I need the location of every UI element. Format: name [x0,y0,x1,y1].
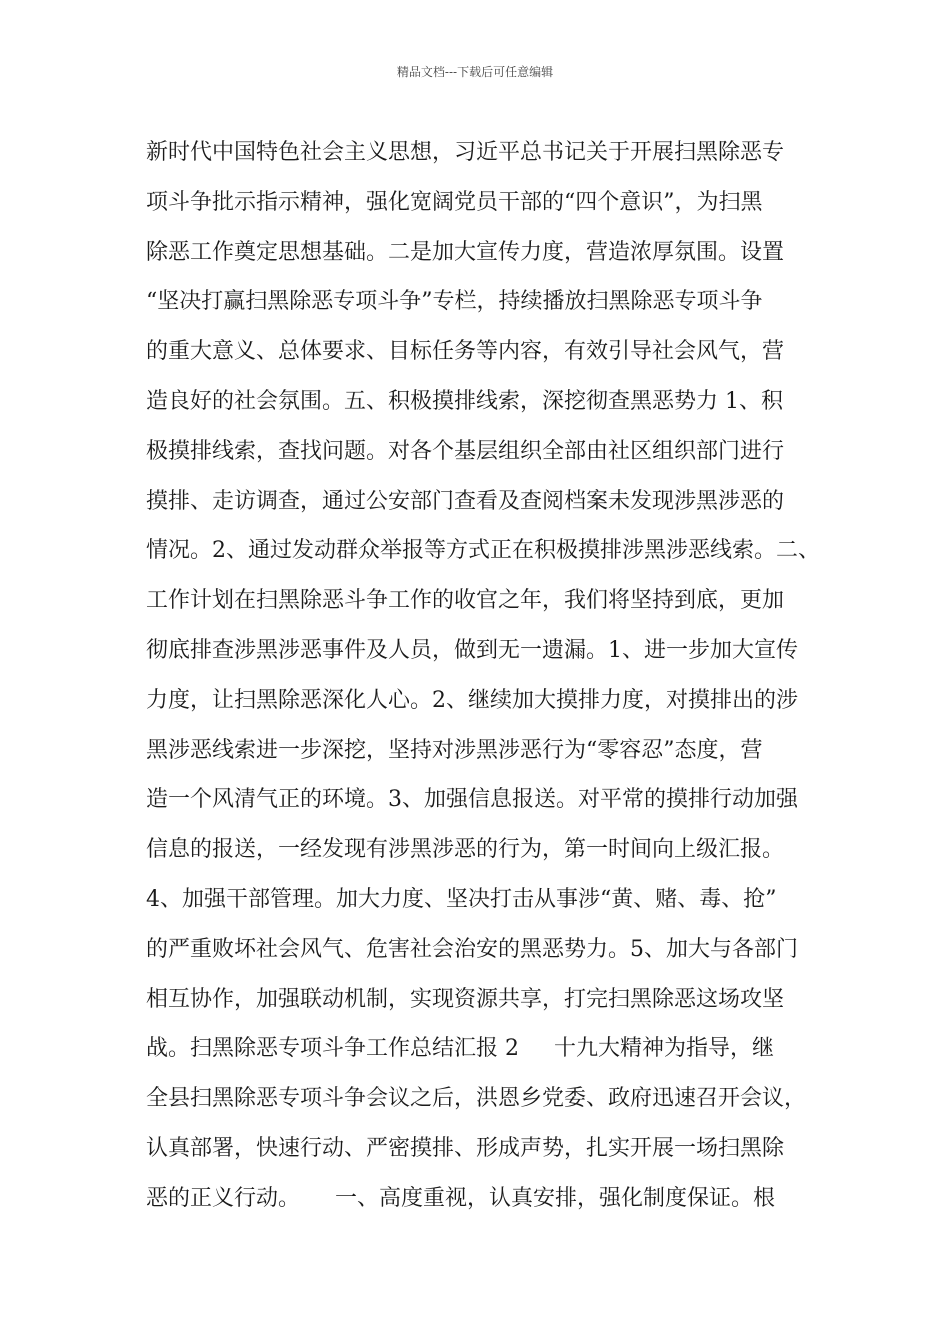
text-line: 工作计划在扫黑除恶斗争工作的收官之年，我们将坚持到底，更加 [146,588,785,614]
text-line: 4、加强干部管理。加大力度、坚决打击从事涉“黄、赌、毒、抢” [146,886,777,912]
text-line: 信息的报送，一经发现有涉黑涉恶的行为，第一时间向上级汇报。 [146,837,785,863]
text-line: 造良好的社会氛围。五、积极摸排线索，深挖彻查黑恶势力 1、积 [146,388,783,414]
text-line: 情况。2、通过发动群众举报等方式正在积极摸排涉黑涉恶线索。二、 [146,538,820,564]
text-line: 的严重败坏社会风气、危害社会治安的黑恶势力。5、加大与各部门 [146,936,798,962]
page-header: 精品文档---下载后可任意编辑 [396,65,554,79]
body-text [146,128,820,1224]
text-line: 项斗争批示指示精神，强化宽阔党员干部的“四个意识”，为扫黑 [146,189,763,215]
text-line: 除恶工作奠定思想基础。二是加大宣传力度，营造浓厚氛围。设置 [146,239,785,265]
text-line: “坚决打赢扫黑除恶专项斗争”专栏，持续播放扫黑除恶专项斗争 [146,289,763,315]
text-line: 全县扫黑除恶专项斗争会议之后，洪恩乡党委、政府迅速召开会议， [146,1086,807,1112]
text-line: 相互协作，加强联动机制，实现资源共享，打完扫黑除恶这场攻坚 [146,986,785,1012]
text-line: 造一个风清气正的环境。3、加强信息报送。对平常的摸排行动加强 [146,787,798,813]
text-line: 恶的正义行动。 一、高度重视，认真安排，强化制度保证。根 [146,1185,775,1211]
text-line: 新时代中国特色社会主义思想，习近平总书记关于开展扫黑除恶专 [146,140,785,165]
text-line: 摸排、走访调查，通过公安部门查看及查阅档案未发现涉黑涉恶的 [146,488,785,514]
text-line: 极摸排线索，查找问题。对各个基层组织全部由社区组织部门进行 [146,438,785,464]
text-line: 黑涉恶线索进一步深挖，坚持对涉黑涉恶行为“零容忍”态度，营 [146,737,763,763]
text-line: 的重大意义、总体要求、目标任务等内容，有效引导社会风气，营 [146,339,785,365]
text-line: 认真部署，快速行动、严密摸排、形成声势，扎实开展一场扫黑除 [146,1135,785,1161]
text-line: 彻底排查涉黑涉恶事件及人员，做到无一遗漏。1、进一步加大宣传 [146,637,798,663]
text-line: 战。扫黑除恶专项斗争工作总结汇报 2 十九大精神为指导，继 [146,1036,774,1062]
text-line: 力度，让扫黑除恶深化人心。2、继续加大摸排力度，对摸排出的涉 [146,687,798,713]
